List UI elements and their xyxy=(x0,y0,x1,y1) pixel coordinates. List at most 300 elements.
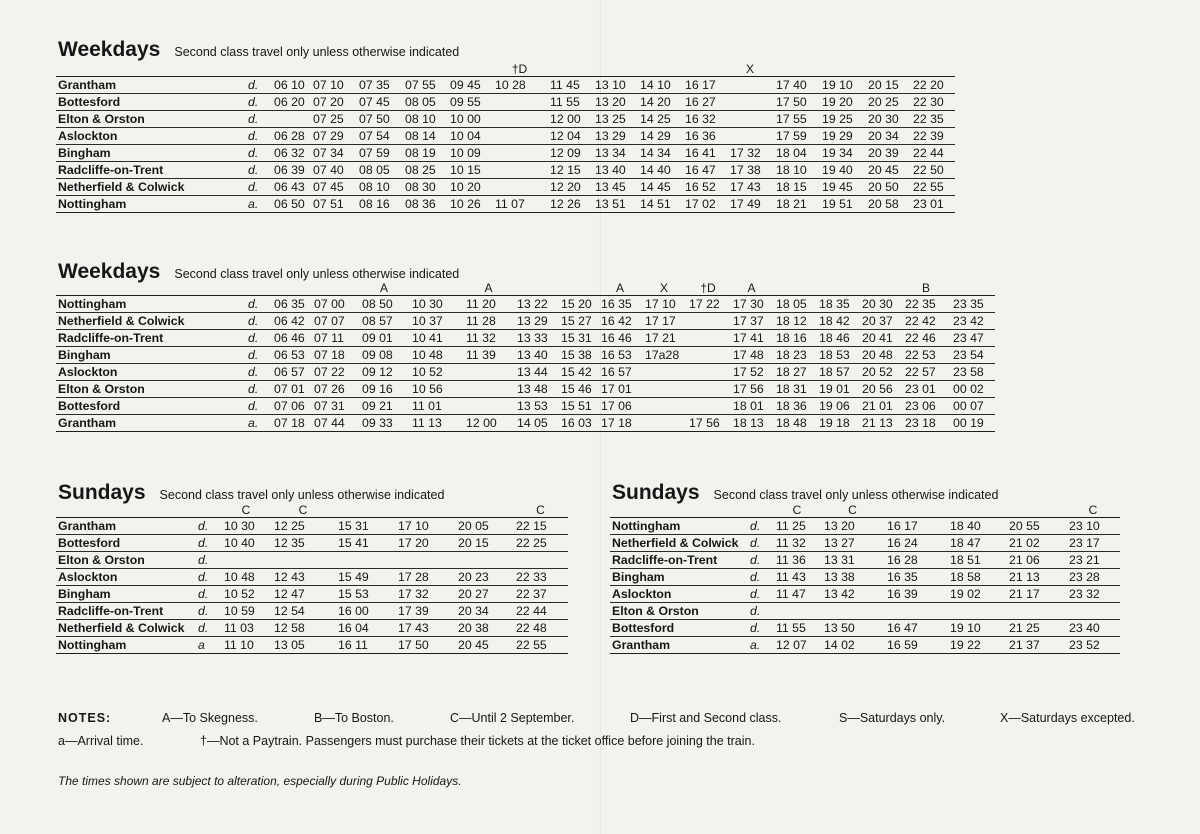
departure-time: 17 21 xyxy=(642,330,686,347)
departure-time xyxy=(395,552,455,569)
departure-time: 08 14 xyxy=(402,128,447,145)
timetable-row-nottingham xyxy=(56,296,995,313)
departure-time xyxy=(884,603,947,620)
departure-time xyxy=(492,145,547,162)
station-name: Netherfield & Colwick xyxy=(56,620,198,637)
station-name: Grantham xyxy=(56,518,198,535)
departure-time: 18 48 xyxy=(773,415,816,432)
station-name: Netherfield & Colwick xyxy=(610,535,750,552)
departure-time: 09 16 xyxy=(359,381,409,398)
departure-time xyxy=(727,128,773,145)
timetable-row-grantham xyxy=(56,415,995,432)
departure-time xyxy=(727,77,773,94)
station-name: Radcliffe-on-Trent xyxy=(56,603,198,620)
timetable-row-bingham xyxy=(56,586,568,603)
column-note: C xyxy=(792,503,802,517)
departure-time: 12 04 xyxy=(547,128,592,145)
departure-time xyxy=(686,364,730,381)
departure-time: 07 54 xyxy=(356,128,402,145)
departure-time: 18 13 xyxy=(730,415,773,432)
departure-time: 15 46 xyxy=(558,381,598,398)
departure-time: 23 47 xyxy=(950,330,995,347)
departure-time: 18 10 xyxy=(773,162,819,179)
departure-time: 20 56 xyxy=(859,381,902,398)
departure-time: 18 42 xyxy=(816,313,859,330)
departure-time: 06 50 xyxy=(271,196,310,213)
departure-time: 22 20 xyxy=(910,77,955,94)
departure-time: 16 47 xyxy=(682,162,727,179)
station-name: Aslockton xyxy=(610,586,750,603)
departure-time: 16 17 xyxy=(884,518,947,535)
departure-time: 14 40 xyxy=(637,162,682,179)
departure-time: 17 41 xyxy=(730,330,773,347)
departure-time xyxy=(686,398,730,415)
arrive-depart-marker: d. xyxy=(248,381,271,398)
departure-time: 16 04 xyxy=(335,620,395,637)
departure-time: 18 36 xyxy=(773,398,816,415)
departure-time xyxy=(1066,603,1120,620)
departure-time xyxy=(271,111,310,128)
departure-time: 12 00 xyxy=(463,415,514,432)
arrive-depart-marker: a. xyxy=(248,196,271,213)
departure-time: 13 05 xyxy=(271,637,335,654)
column-note xyxy=(773,62,819,77)
sundays-2-column-notes xyxy=(610,503,1120,518)
station-name: Bottesford xyxy=(610,620,750,637)
departure-time: 11 20 xyxy=(463,296,514,313)
departure-time: 17 18 xyxy=(598,415,642,432)
departure-time: 14 51 xyxy=(637,196,682,213)
departure-time: 12 35 xyxy=(271,535,335,552)
departure-time: 13 34 xyxy=(592,145,637,162)
departure-time: 17 10 xyxy=(395,518,455,535)
departure-time: 18 47 xyxy=(947,535,1006,552)
departure-time: 20 52 xyxy=(859,364,902,381)
departure-time: 13 50 xyxy=(821,620,884,637)
timetable-row-nottingham xyxy=(610,518,1120,535)
departure-time: 15 20 xyxy=(558,296,598,313)
departure-time: 18 21 xyxy=(773,196,819,213)
departure-time: 11 32 xyxy=(773,535,821,552)
departure-time: 20 15 xyxy=(865,77,910,94)
departure-time xyxy=(455,552,513,569)
departure-time xyxy=(492,162,547,179)
note-c: C—Until 2 September. xyxy=(450,711,575,725)
departure-time: 16 42 xyxy=(598,313,642,330)
departure-time: 17 38 xyxy=(727,162,773,179)
departure-time: 06 10 xyxy=(271,77,310,94)
departure-time: 10 56 xyxy=(409,381,463,398)
sundays-2-timetable xyxy=(610,503,1120,654)
departure-time xyxy=(642,381,686,398)
departure-time: 10 48 xyxy=(221,569,271,586)
sundays-1-timetable xyxy=(56,503,568,654)
departure-time: 11 36 xyxy=(773,552,821,569)
departure-time: 11 10 xyxy=(221,637,271,654)
departure-time xyxy=(727,111,773,128)
departure-time: 07 26 xyxy=(311,381,359,398)
departure-time: 22 53 xyxy=(902,347,950,364)
departure-time: 17 32 xyxy=(395,586,455,603)
departure-time: 15 31 xyxy=(335,518,395,535)
departure-time: 18 40 xyxy=(947,518,1006,535)
departure-time: 23 32 xyxy=(1066,586,1120,603)
column-note xyxy=(592,62,637,77)
departure-time: 16 35 xyxy=(884,569,947,586)
departure-time: 20 55 xyxy=(1006,518,1066,535)
station-name: Bottesford xyxy=(56,398,248,415)
departure-time xyxy=(221,552,271,569)
weekdays-2-column-notes xyxy=(56,281,995,296)
departure-time: 08 50 xyxy=(359,296,409,313)
timetable-row-aslockton xyxy=(610,586,1120,603)
timetable-row-elton-and-orston xyxy=(610,603,1120,620)
departure-time: 00 19 xyxy=(950,415,995,432)
arrive-depart-marker: a. xyxy=(248,415,271,432)
departure-time xyxy=(463,381,514,398)
departure-time: 23 28 xyxy=(1066,569,1120,586)
timetable-row-netherfield-and-colwick xyxy=(610,535,1120,552)
departure-time: 07 45 xyxy=(356,94,402,111)
departure-time: 14 45 xyxy=(637,179,682,196)
column-note xyxy=(447,62,492,77)
arrive-depart-marker: d. xyxy=(198,518,221,535)
sundays-1-heading xyxy=(58,481,444,505)
column-note xyxy=(271,281,311,296)
departure-time: 13 40 xyxy=(514,347,558,364)
departure-time: 21 17 xyxy=(1006,586,1066,603)
departure-time: 17 52 xyxy=(730,364,773,381)
departure-time: 17 49 xyxy=(727,196,773,213)
departure-time: 11 13 xyxy=(409,415,463,432)
departure-time: 13 48 xyxy=(514,381,558,398)
departure-time: 21 13 xyxy=(859,415,902,432)
station-name: Netherfield & Colwick xyxy=(56,179,248,196)
departure-time: 11 55 xyxy=(547,94,592,111)
departure-time: 19 40 xyxy=(819,162,865,179)
departure-time: 18 51 xyxy=(947,552,1006,569)
departure-time xyxy=(686,347,730,364)
timetable-row-aslockton xyxy=(56,569,568,586)
departure-time: 23 40 xyxy=(1066,620,1120,637)
departure-time: 09 12 xyxy=(359,364,409,381)
column-note: †D xyxy=(511,62,528,76)
departure-time: 08 57 xyxy=(359,313,409,330)
station-name: Radcliffe-on-Trent xyxy=(610,552,750,569)
departure-time: 15 41 xyxy=(335,535,395,552)
departure-time: 15 49 xyxy=(335,569,395,586)
arrive-depart-marker: d. xyxy=(248,347,271,364)
departure-time: 17 59 xyxy=(773,128,819,145)
departure-time: 08 36 xyxy=(402,196,447,213)
column-note xyxy=(859,281,902,296)
departure-time: 10 00 xyxy=(447,111,492,128)
timetable-row-nottingham xyxy=(56,196,955,213)
timetable-row-radcliffe-on-trent xyxy=(56,330,995,347)
departure-time: 22 37 xyxy=(513,586,568,603)
departure-time: 08 25 xyxy=(402,162,447,179)
departure-time: 12 09 xyxy=(547,145,592,162)
departure-time: 19 10 xyxy=(947,620,1006,637)
station-name: Grantham xyxy=(56,415,248,432)
departure-time: 18 35 xyxy=(816,296,859,313)
departure-time: 16 00 xyxy=(335,603,395,620)
weekdays-2-timetable xyxy=(56,281,995,432)
departure-time: 07 06 xyxy=(271,398,311,415)
column-note xyxy=(773,281,816,296)
departure-time: 14 34 xyxy=(637,145,682,162)
departure-time: 07 40 xyxy=(310,162,356,179)
departure-time: 07 18 xyxy=(271,415,311,432)
departure-time xyxy=(335,552,395,569)
arrive-depart-marker: d. xyxy=(248,296,271,313)
departure-time: 14 05 xyxy=(514,415,558,432)
arrive-depart-marker: d. xyxy=(248,145,271,162)
departure-time: 08 05 xyxy=(356,162,402,179)
departure-time: 20 30 xyxy=(859,296,902,313)
departure-time xyxy=(463,398,514,415)
departure-time: 11 25 xyxy=(773,518,821,535)
departure-time: 19 18 xyxy=(816,415,859,432)
column-note xyxy=(310,62,356,77)
arrive-depart-marker: d. xyxy=(248,398,271,415)
departure-time: 19 29 xyxy=(819,128,865,145)
departure-time: 19 02 xyxy=(947,586,1006,603)
departure-time: 13 53 xyxy=(514,398,558,415)
timetable-row-grantham xyxy=(610,637,1120,654)
departure-time: 19 10 xyxy=(819,77,865,94)
departure-time: 08 05 xyxy=(402,94,447,111)
departure-time: 07 35 xyxy=(356,77,402,94)
column-note: C xyxy=(241,503,251,517)
departure-time: 18 53 xyxy=(816,347,859,364)
departure-time: 14 29 xyxy=(637,128,682,145)
departure-time: 13 27 xyxy=(821,535,884,552)
arrive-depart-marker: d. xyxy=(750,552,773,569)
departure-time: 16 36 xyxy=(682,128,727,145)
departure-time: 09 33 xyxy=(359,415,409,432)
timetable-row-bingham xyxy=(610,569,1120,586)
departure-time: 22 39 xyxy=(910,128,955,145)
departure-time xyxy=(492,128,547,145)
timetable-row-grantham xyxy=(56,77,955,94)
departure-time: 08 19 xyxy=(402,145,447,162)
departure-time xyxy=(727,94,773,111)
departure-time: 18 31 xyxy=(773,381,816,398)
departure-time: 19 45 xyxy=(819,179,865,196)
departure-time: 21 02 xyxy=(1006,535,1066,552)
departure-time: 23 01 xyxy=(910,196,955,213)
departure-time xyxy=(642,398,686,415)
departure-time: 06 39 xyxy=(271,162,310,179)
departure-time: 13 38 xyxy=(821,569,884,586)
column-note xyxy=(637,62,682,77)
timetable-row-elton-and-orston xyxy=(56,381,995,398)
weekdays-1-subtitle: Second class travel only unless otherwise indicated xyxy=(174,45,460,59)
departure-time: 08 16 xyxy=(356,196,402,213)
departure-time: 10 04 xyxy=(447,128,492,145)
column-note xyxy=(947,503,1006,518)
departure-time: 07 11 xyxy=(311,330,359,347)
column-note xyxy=(819,62,865,77)
arrive-depart-marker: d. xyxy=(198,603,221,620)
departure-time: 17 01 xyxy=(598,381,642,398)
departure-time: 18 16 xyxy=(773,330,816,347)
departure-time: 23 54 xyxy=(950,347,995,364)
departure-time: 06 43 xyxy=(271,179,310,196)
arrive-depart-marker: d. xyxy=(750,603,773,620)
timetable-row-bottesford xyxy=(56,94,955,111)
departure-time: 17 55 xyxy=(773,111,819,128)
departure-time: 10 52 xyxy=(221,586,271,603)
departure-time: 07 44 xyxy=(311,415,359,432)
column-note: X xyxy=(745,62,754,76)
timetable-row-radcliffe-on-trent xyxy=(56,603,568,620)
sundays-2-title: Sundays xyxy=(612,481,700,504)
departure-time: 22 35 xyxy=(910,111,955,128)
departure-time: 22 44 xyxy=(910,145,955,162)
departure-time: 06 28 xyxy=(271,128,310,145)
departure-time: 12 43 xyxy=(271,569,335,586)
station-name: Bingham xyxy=(610,569,750,586)
departure-time: 17 40 xyxy=(773,77,819,94)
departure-time: 15 51 xyxy=(558,398,598,415)
departure-time: 17 39 xyxy=(395,603,455,620)
weekdays-1-column-notes xyxy=(56,62,955,77)
departure-time: 09 55 xyxy=(447,94,492,111)
departure-time: 16 24 xyxy=(884,535,947,552)
departure-time: 19 51 xyxy=(819,196,865,213)
departure-time: 14 25 xyxy=(637,111,682,128)
departure-time xyxy=(947,603,1006,620)
column-note: A xyxy=(615,281,624,295)
departure-time: 23 58 xyxy=(950,364,995,381)
departure-time: 23 21 xyxy=(1066,552,1120,569)
departure-time: 13 20 xyxy=(821,518,884,535)
station-name: Aslockton xyxy=(56,569,198,586)
departure-time: 12 25 xyxy=(271,518,335,535)
arrive-depart-marker: d. xyxy=(198,535,221,552)
arrive-depart-marker: d. xyxy=(750,586,773,603)
departure-time: 23 35 xyxy=(950,296,995,313)
departure-time: 16 39 xyxy=(884,586,947,603)
departure-time: 10 26 xyxy=(447,196,492,213)
timetable-row-grantham xyxy=(56,518,568,535)
station-name: Elton & Orston xyxy=(610,603,750,620)
departure-time: 18 57 xyxy=(816,364,859,381)
departure-time: 08 10 xyxy=(356,179,402,196)
timetable-row-bingham xyxy=(56,347,995,364)
departure-time: 13 45 xyxy=(592,179,637,196)
departure-time: 13 51 xyxy=(592,196,637,213)
arrive-depart-marker: d. xyxy=(198,569,221,586)
departure-time: 20 15 xyxy=(455,535,513,552)
departure-time: 20 23 xyxy=(455,569,513,586)
timetable-row-bingham xyxy=(56,145,955,162)
departure-time xyxy=(271,552,335,569)
departure-time: 23 06 xyxy=(902,398,950,415)
departure-time: 07 01 xyxy=(271,381,311,398)
departure-time: 10 48 xyxy=(409,347,463,364)
sundays-1-title: Sundays xyxy=(58,481,146,504)
departure-time: 09 01 xyxy=(359,330,409,347)
departure-time: 13 10 xyxy=(592,77,637,94)
departure-time: 11 45 xyxy=(547,77,592,94)
departure-time: 00 02 xyxy=(950,381,995,398)
departure-time: 22 55 xyxy=(513,637,568,654)
column-note: †D xyxy=(700,281,716,295)
departure-time: 14 10 xyxy=(637,77,682,94)
departure-time: 17 06 xyxy=(598,398,642,415)
departure-time: 18 23 xyxy=(773,347,816,364)
arrive-depart-marker: d. xyxy=(248,179,271,196)
station-name: Bingham xyxy=(56,586,198,603)
departure-time: 11 39 xyxy=(463,347,514,364)
departure-time: 11 01 xyxy=(409,398,463,415)
departure-time: 09 45 xyxy=(447,77,492,94)
arrive-depart-marker: a xyxy=(198,637,221,654)
departure-time: 06 57 xyxy=(271,364,311,381)
departure-time: 17 02 xyxy=(682,196,727,213)
sundays-1-column-notes xyxy=(56,503,568,518)
column-note: C xyxy=(848,503,857,517)
timetable-row-radcliffe-on-trent xyxy=(610,552,1120,569)
arrive-depart-marker: d. xyxy=(248,330,271,347)
departure-time: 20 50 xyxy=(865,179,910,196)
station-name: Elton & Orston xyxy=(56,381,248,398)
column-note xyxy=(884,503,947,518)
departure-time xyxy=(492,94,547,111)
departure-time: 18 46 xyxy=(816,330,859,347)
departure-time xyxy=(686,330,730,347)
departure-time: 22 55 xyxy=(910,179,955,196)
column-note: A xyxy=(379,281,388,295)
station-name: Radcliffe-on-Trent xyxy=(56,162,248,179)
departure-time: 08 30 xyxy=(402,179,447,196)
column-note xyxy=(335,503,395,518)
departure-time: 22 42 xyxy=(902,313,950,330)
departure-time: 06 42 xyxy=(271,313,311,330)
departure-time: 07 59 xyxy=(356,145,402,162)
station-name: Elton & Orston xyxy=(56,552,198,569)
departure-time: 07 45 xyxy=(310,179,356,196)
departure-time: 11 43 xyxy=(773,569,821,586)
notes-label: NOTES: xyxy=(58,711,112,725)
column-note: B xyxy=(921,281,930,295)
departure-time: 20 34 xyxy=(455,603,513,620)
sundays-2-subtitle: Second class travel only unless otherwise indicated xyxy=(713,488,999,502)
departure-time: 08 10 xyxy=(402,111,447,128)
column-note xyxy=(271,62,310,77)
departure-time: 16 57 xyxy=(598,364,642,381)
note-a: A—To Skegness. xyxy=(162,711,258,725)
station-name: Nottingham xyxy=(56,637,198,654)
column-note xyxy=(409,281,463,296)
departure-time: 16 27 xyxy=(682,94,727,111)
departure-time: 06 35 xyxy=(271,296,311,313)
departure-time: 10 09 xyxy=(447,145,492,162)
departure-time: 07 22 xyxy=(311,364,359,381)
departure-time: 15 31 xyxy=(558,330,598,347)
column-note xyxy=(395,503,455,518)
station-name: Nottingham xyxy=(610,518,750,535)
departure-time: 10 52 xyxy=(409,364,463,381)
departure-time: 22 30 xyxy=(910,94,955,111)
station-name: Grantham xyxy=(56,77,248,94)
disclaimer: The times shown are subject to alteration, especially during Public Holidays. xyxy=(58,774,462,788)
departure-time: 13 31 xyxy=(821,552,884,569)
departure-time: 13 40 xyxy=(592,162,637,179)
